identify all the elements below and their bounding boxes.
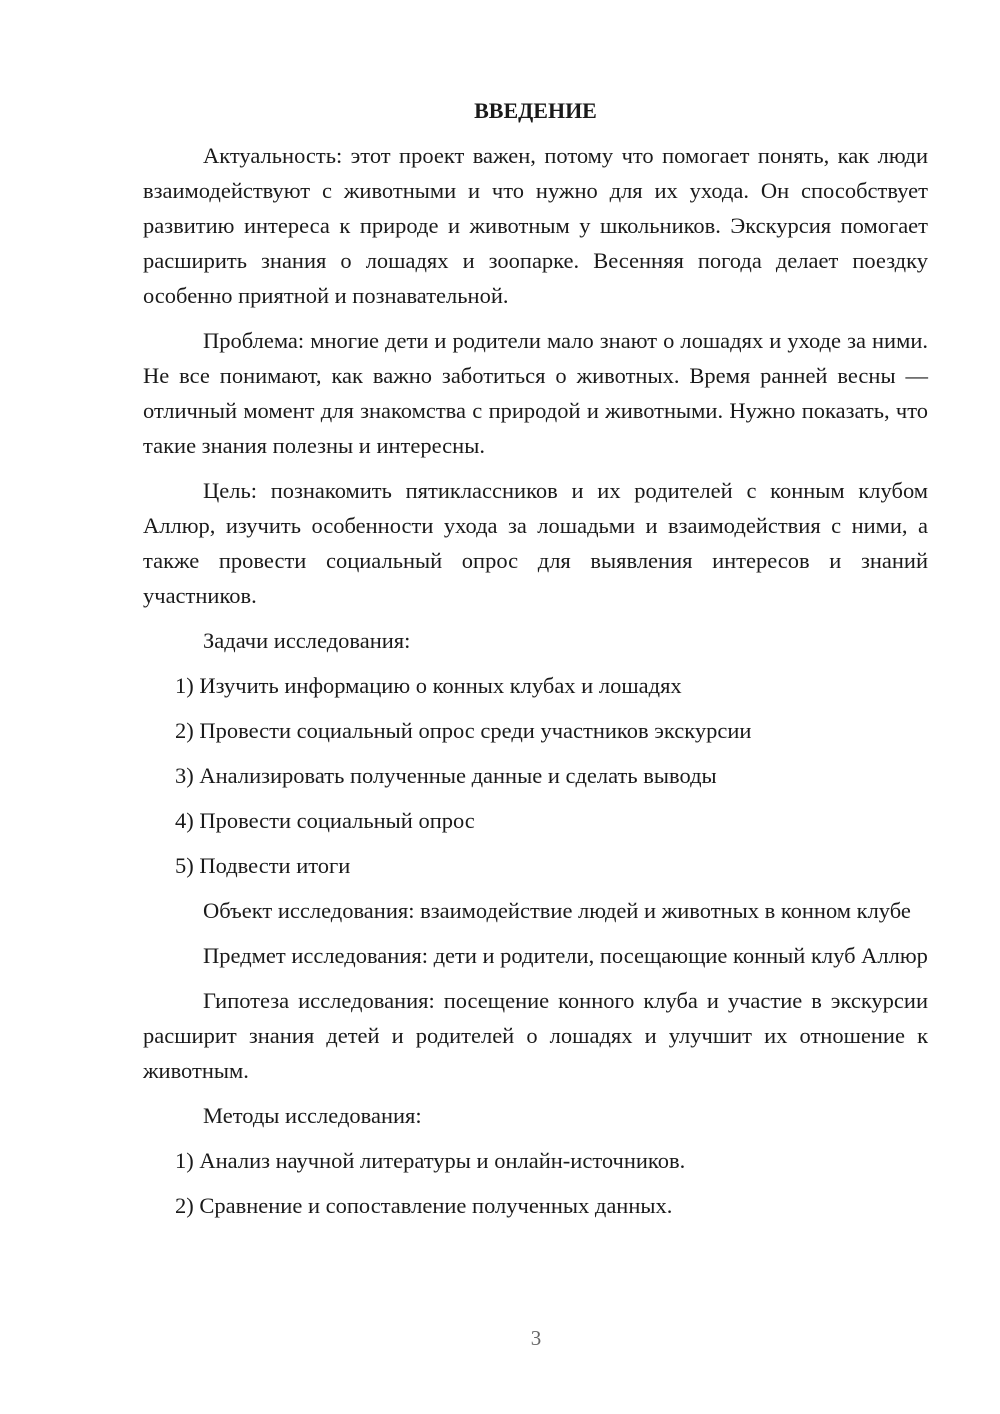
tasks-heading: Задачи исследования: — [203, 628, 411, 653]
document-page — [143, 93, 928, 1233]
paragraph-problem: Проблема: многие дети и родители мало знают о лошадях и уходе за ними. Не все понимают, как важно заботиться о животных. Время ранней весны — отличный момент для знакомства с природой и животными. Нужно показать, что такие знания полезны и интересны. — [143, 328, 928, 458]
list-item: 4) Провести социальный опрос — [175, 808, 475, 833]
paragraph-subject: Предмет исследования: дети и родители, посещающие конный клуб Аллюр — [203, 943, 928, 968]
list-item: 1) Анализ научной литературы и онлайн-источников. — [175, 1148, 686, 1173]
list-item: 2) Сравнение и сопоставление полученных данных. — [175, 1193, 673, 1218]
list-item: 3) Анализировать полученные данные и сделать выводы — [175, 763, 717, 788]
methods-list — [143, 1143, 928, 1223]
list-item: 2) Провести социальный опрос среди участников экскурсии — [175, 718, 752, 743]
paragraph-goal: Цель: познакомить пятиклассников и их родителей с конным клубом Аллюр, изучить особенности ухода за лошадьми и взаимодействия с ними, а также провести социальный опрос для выявления интересов и знаний участников. — [143, 478, 928, 608]
list-item: 5) Подвести итоги — [175, 853, 351, 878]
page-number: 3 — [530, 1326, 542, 1350]
section-title: ВВЕДЕНИЕ — [474, 98, 597, 123]
paragraph-object: Объект исследования: взаимодействие людей и животных в конном клубе — [203, 898, 911, 923]
methods-heading: Методы исследования: — [203, 1103, 422, 1128]
paragraph-relevance: Актуальность: этот проект важен, потому что помогает понять, как люди взаимодействуют с животными и что нужно для их ухода. Он способствует развитию интереса к природе и животным у школьников. Экскурсия помогает расширить знания о лошадях и зоопарке. Весенняя погода делает поездку особенно приятной и познавательной. — [143, 143, 928, 308]
list-item: 1) Изучить информацию о конных клубах и лошадях — [175, 673, 682, 698]
paragraph-hypothesis: Гипотеза исследования: посещение конного клуба и участие в экскурсии расширит знания детей и родителей о лошадях и улучшит их отношение к животным. — [143, 988, 928, 1083]
tasks-list — [143, 668, 928, 883]
